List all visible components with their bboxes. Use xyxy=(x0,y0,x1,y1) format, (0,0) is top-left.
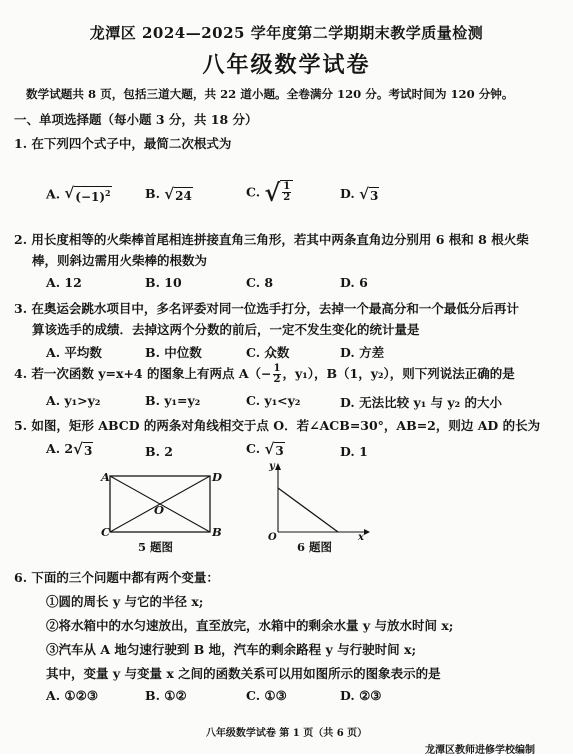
page-footer: 八年级数学试卷 第 1 页（共 6 页） xyxy=(205,728,368,739)
q1-c-num: 1 xyxy=(283,181,291,192)
q5-option-a xyxy=(46,441,93,458)
q1-a-exp: 2 xyxy=(105,188,111,198)
fig6-caption: 6 题图 xyxy=(297,540,333,554)
function-line xyxy=(278,488,338,532)
exam-info: 数学试题共 8 页，包括三道大题，共 22 道小题。全卷满分 120 分。考试时间为 120 分钟。 xyxy=(26,87,514,101)
q1-c-den: 2 xyxy=(283,192,291,203)
q2-line1: 2. 用长度相等的火柴棒首尾相连拼接直角三角形，若其中两条直角边分别用 6 根和 8 根火柴 xyxy=(14,232,529,247)
q6-item2: ②将水箱中的水匀速放出，直至放完，水箱中的剩余水量 y 与放水时间 x; xyxy=(46,618,454,633)
x-axis-arrow xyxy=(364,529,370,535)
q6-option-d: D. ②③ xyxy=(340,688,382,703)
q5-a-label: A. xyxy=(46,441,61,456)
q5-option-b: B. 2 xyxy=(145,444,173,459)
q5-stem: 5. 如图，矩形 ABCD 的两条对角线相交于点 O．若∠ACB=30°，AB=2，则边 AD 的长为 xyxy=(14,418,541,433)
q5-a-inner: 3 xyxy=(83,443,93,458)
q4-stem-pre: 4. 若一次函数 y=x+4 的图象上有两点 A（− xyxy=(14,366,272,381)
q6-conclusion: 其中，变量 y 与变量 x 之间的函数关系可以用如图所示的图象表示的是 xyxy=(46,666,441,681)
q4-stem-post: ，y₁），B（1，y₂），则下列说法正确的是 xyxy=(282,366,515,381)
q6-stem: 6. 下面的三个问题中都有两个变量： xyxy=(14,570,219,585)
fig6-label-y: y xyxy=(269,461,275,472)
q1-option-b xyxy=(145,186,193,203)
q3-option-a: A. 平均数 xyxy=(46,345,102,360)
q1-b-label: B. xyxy=(145,186,160,201)
q4-frac-num: 1 xyxy=(273,363,281,374)
q6-item1: ①圆的周长 y 与它的半径 x; xyxy=(46,594,204,609)
fig6-label-o: O xyxy=(268,532,277,543)
q3-option-c: C. 众数 xyxy=(246,345,290,360)
q5-a-sqrt: √ 3 xyxy=(73,439,93,458)
q1-b-inner: 24 xyxy=(175,188,192,203)
exam-title: 龙潭区 2024—2025 学年度第二学期期末教学质量检测 xyxy=(89,24,484,42)
q1-stem: 1. 在下列四个式子中，最简二次根式为 xyxy=(14,136,232,151)
q1-a-label: A. xyxy=(46,186,61,202)
fig5-label-d: D xyxy=(212,470,222,484)
q1-option-c xyxy=(246,180,293,206)
q6-item3: ③汽车从 A 地匀速行驶到 B 地，汽车的剩余路程 y 与行驶时间 x; xyxy=(46,642,417,657)
fig5-label-c: C xyxy=(101,525,111,539)
fig5-label-o: O xyxy=(154,503,165,517)
fig5-label-a: A xyxy=(101,470,110,484)
fig6-label-x: x xyxy=(358,532,364,543)
q5-c-label: C. xyxy=(246,441,261,456)
q3-option-d: D. 方差 xyxy=(340,345,385,360)
q1-d-label: D. xyxy=(340,186,355,201)
q1-option-a xyxy=(46,186,112,204)
q1-b-sqrt: √ 24 xyxy=(164,184,192,203)
q3-line2: 算该选手的成绩．去掉这两个分数的前后，一定不发生变化的统计量是 xyxy=(32,322,420,337)
q1-c-frac xyxy=(282,182,291,203)
footer-org: 龙潭区教师进修学校编制 xyxy=(425,745,535,756)
q1-d-inner: 3 xyxy=(369,188,379,203)
q1-c-sqrt: √ $\frac{1}{2}$ xyxy=(264,180,293,206)
q4-option-c: C. y₁<y₂ xyxy=(246,393,301,408)
q2-option-b: B. 10 xyxy=(145,275,182,290)
q4-frac-den: 2 xyxy=(273,374,281,385)
q4-stem xyxy=(14,364,515,385)
q2-option-a: A. 12 xyxy=(46,275,82,290)
y-axis-arrow xyxy=(275,463,281,470)
q3-option-b: B. 中位数 xyxy=(145,345,202,360)
section-title: 一、单项选择题（每小题 3 分，共 18 分） xyxy=(14,112,258,127)
q4-frac xyxy=(273,364,282,385)
q5-c-sqrt: √ 3 xyxy=(264,439,284,458)
q1-option-d xyxy=(340,186,379,203)
q5-c-inner: 3 xyxy=(275,443,284,458)
q1-c-label: C. xyxy=(246,184,261,200)
q2-line2: 棒，则斜边需用火柴棒的根数为 xyxy=(32,253,208,268)
q5-option-c xyxy=(246,441,285,458)
exam-subtitle: 八年级数学试卷 xyxy=(202,52,371,78)
q1-a-sqrt: √ $(-1)^2$ xyxy=(64,184,111,204)
fig5-caption: 5 题图 xyxy=(138,540,174,554)
q3-line1: 3. 在奥运会跳水项目中，多名评委对同一位选手打分，去掉一个最高分和一个最低分后再计 xyxy=(14,301,519,316)
q4-option-a: A. y₁>y₂ xyxy=(46,393,101,408)
q2-option-d: D. 6 xyxy=(340,275,368,290)
q5-a-coef: 2 xyxy=(64,441,74,456)
fig5-label-b: B xyxy=(212,525,222,539)
q5-option-d: D. 1 xyxy=(340,444,368,459)
q4-option-d: D. 无法比较 y₁ 与 y₂ 的大小 xyxy=(340,395,502,410)
q1-a-inner: (−1) xyxy=(75,190,106,204)
q6-option-c: C. ①③ xyxy=(246,688,287,703)
q6-option-b: B. ①② xyxy=(145,688,187,703)
q6-option-a: A. ①②③ xyxy=(46,688,99,703)
q2-option-c: C. 8 xyxy=(246,275,274,290)
q1-d-sqrt: √ 3 xyxy=(359,184,379,203)
q4-option-b: B. y₁=y₂ xyxy=(145,393,201,408)
